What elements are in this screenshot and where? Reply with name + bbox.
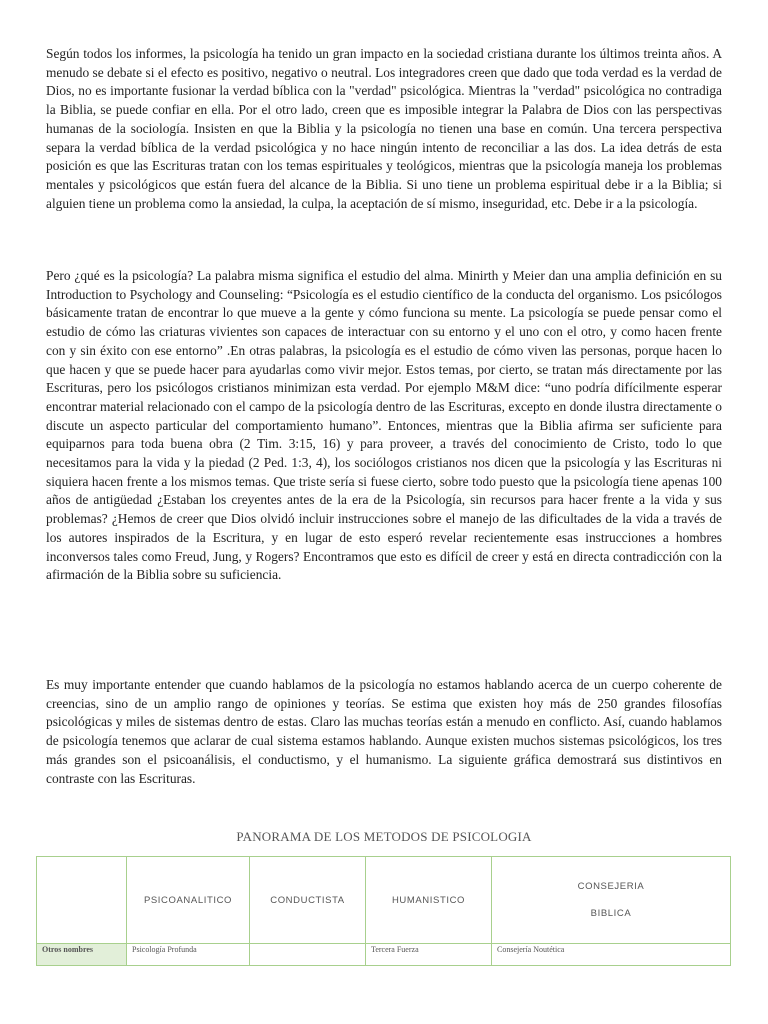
cell-humanistico: Tercera Fuerza	[366, 944, 492, 966]
cell-conductista	[250, 944, 366, 966]
paragraph-intro: Según todos los informes, la psicología ha tenido un gran impacto en la sociedad cristiana durante los últimos treinta años. A menudo se debate si el efecto es positivo, negativo o neutral. Los integradores creen que dado que toda verdad es la verdad de Dios, no es importante fusionar la verdad bíblica con la "verdad" psicológica. Mientras la "verdad" psicológica no contradiga la Biblia, se puede confiar en ella. Por el otro lado, creen que es imposible integrar la Palabra de Dios con las perspectivas humanas de la sociología. Insisten en que la Biblia y la psicología no tienen una base en común. Una tercera perspectiva separa la verdad bíblica de la verdad psicológica y no hace ningún intento de reconciliar a las dos. La idea detrás de esta posición es que las Escrituras tratan con los temas espirituales y teológicos, mientras que la psicología maneja los problemas mentales y psicológicos que están fuera del alcance de la Biblia. Si uno tiene un problema espiritual debe ir a la Biblia; si alguien tiene un problema como la ansiedad, la culpa, la aceptación de sí mismo, inseguridad, etc. Debe ir a la psicología.	[46, 46, 722, 211]
cell-psicoanalitico: Psicología Profunda	[127, 944, 250, 966]
table-title: PANORAMA DE LOS METODOS DE PSICOLOGIA	[236, 829, 532, 844]
header-line-spacer	[492, 892, 730, 908]
paragraph-definition: Pero ¿qué es la psicología? La palabra misma significa el estudio del alma. Minirth y Meier dan una amplia definición en su Introduction to Psychology and Counseling: “Psicología es el estudio científico de la conducta del organismo. Los psicólogos básicamente tratan de encontrar lo que mueve a la gente y cómo funciona su mente. La psicología se puede pensar como el estudio de cómo las criaturas vivientes son capaces de interactuar con su entorno y el uno con el otro, y como hacen frente con y sin éxito con ese entorno” .En otras palabras, la psicología es el estudio de cómo viven las personas, porque hacen lo que hacen y que se puede hacer para ayudarlas como vivir mejor. Estos temas, por cierto, se tratan más directamente por las Escrituras, pero los psicólogos cristianos minimizan esta verdad. Por ejemplo M&M dice: “uno podría difícilmente esperar encontrar material relacionado con el campo de la psicología dentro de las Escrituras, excepto en donde ilustra directamente o discute un aspecto particular del comportamiento humano”. Entonces, mientras que la Biblia afirma ser suficiente para equiparnos para toda buena obra (2 Tim. 3:15, 16) y para proveer, a través del conocimiento de Cristo, todo lo que necesitamos para la vida y la piedad (2 Ped. 1:3, 4), los sociólogos cristianos nos dicen que la psicología y las Escrituras ni siquiera hacen frente a los mismos temas. Que triste sería si fuese cierto, sobre todo puesto que la psicología tiene apenas 100 años de antigüedad ¿Estaban los creyentes antes de la era de la Psicología, sin recursos para hacer frente a la vida y sus problemas? ¿Hemos de creer que Dios olvidó incluir instrucciones sobre el manejo de las dificultades de la vida a través de los autores inspirados de la Escritura, y en lugar de esto esperó revelar recientemente esas instrucciones a hombres inconversos tales como Freud, Jung, y Rogers? Encontramos que esto es difícil de creer y está en directa contradicción con la afirmación de la Biblia sobre su suficiencia.	[46, 268, 722, 583]
header-consejeria-line1: CONSEJERIA	[577, 881, 645, 892]
psychology-methods-table	[36, 856, 731, 966]
table-header-row	[37, 857, 731, 944]
header-consejeria-line2: BIBLICA	[590, 908, 632, 919]
table-row	[37, 944, 731, 966]
row-label-otros-nombres: Otros nombres	[37, 944, 127, 966]
header-cell-consejeria-biblica	[492, 857, 731, 944]
header-cell-psicoanalitico: PSICOANALITICO	[127, 857, 250, 944]
header-cell-empty	[37, 857, 127, 944]
header-cell-conductista: CONDUCTISTA	[250, 857, 366, 944]
paragraph-systems: Es muy importante entender que cuando hablamos de la psicología no estamos hablando acerca de un cuerpo coherente de creencias, sino de un amplio rango de opiniones y teorías. Se estima que existen hoy más de 250 grandes filosofías psicológicas y miles de sistemas dentro de estas. Claro las muchas teorías están a menudo en conflicto. Así, cuando hablamos de psicología tenemos que aclarar de cual sistema estamos hablando. Aunque existen muchos sistemas psicológicos, los tres más grandes son el psicoanálisis, el conductismo, y el humanismo. La siguiente gráfica demostrará sus distintivos en contraste con las Escrituras.	[46, 677, 722, 786]
cell-consejeria-biblica: Consejería Noutética	[492, 944, 731, 966]
header-cell-humanistico: HUMANISTICO	[366, 857, 492, 944]
